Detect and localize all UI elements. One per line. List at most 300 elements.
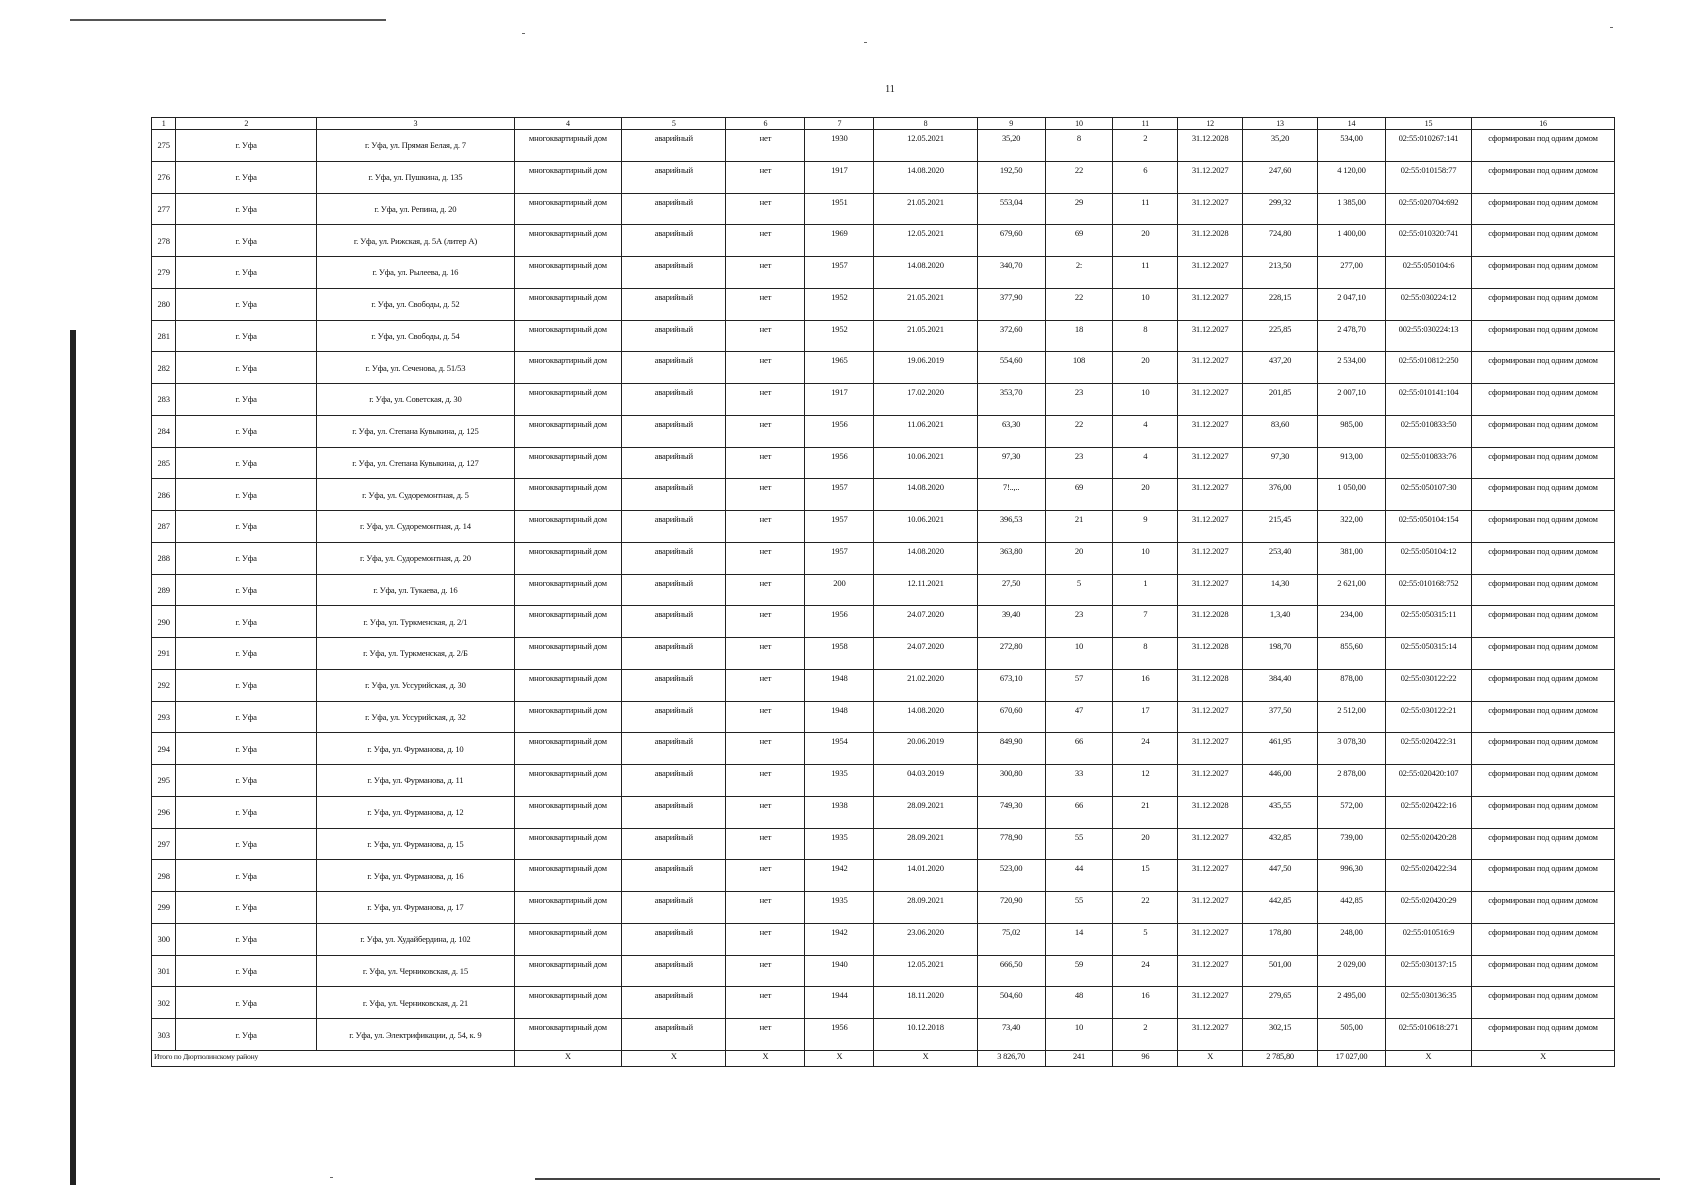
table-row bbox=[152, 860, 1615, 892]
cadastral-number-cell: 02:55:030224:12 bbox=[1385, 288, 1471, 320]
total-area: 3 826,70 bbox=[977, 1051, 1045, 1067]
flag-cell: нет bbox=[726, 987, 805, 1019]
note-cell: сформирован под одним домом bbox=[1472, 892, 1615, 924]
note-cell: сформирован под одним домом bbox=[1472, 161, 1615, 193]
table-row bbox=[152, 1019, 1615, 1051]
column-number-row bbox=[152, 118, 1615, 130]
flag-cell: нет bbox=[726, 225, 805, 257]
flag-cell: нет bbox=[726, 320, 805, 352]
flag-cell: нет bbox=[726, 352, 805, 384]
cost-cell: 248,00 bbox=[1318, 923, 1386, 955]
table-row bbox=[152, 987, 1615, 1019]
premises-cell: 10 bbox=[1113, 542, 1178, 574]
premises-cell: 22 bbox=[1113, 892, 1178, 924]
cadastral-number-cell: 02:55:010833:76 bbox=[1385, 447, 1471, 479]
table-row bbox=[152, 447, 1615, 479]
table-row bbox=[152, 892, 1615, 924]
area2-cell: 247,60 bbox=[1243, 161, 1318, 193]
table-row bbox=[152, 796, 1615, 828]
area2-cell: 198,70 bbox=[1243, 638, 1318, 670]
premises-cell: 15 bbox=[1113, 860, 1178, 892]
cost-cell: 2 495,00 bbox=[1318, 987, 1386, 1019]
cost-cell: 2 029,00 bbox=[1318, 955, 1386, 987]
premises-cell: 11 bbox=[1113, 257, 1178, 289]
deadline-cell: 31.12.2027 bbox=[1178, 765, 1243, 797]
residents-cell: 23 bbox=[1045, 447, 1113, 479]
status-cell: аварийный bbox=[622, 796, 726, 828]
residents-cell: 59 bbox=[1045, 955, 1113, 987]
deadline-cell: 31.12.2027 bbox=[1178, 828, 1243, 860]
column-header: 13 bbox=[1243, 118, 1318, 130]
house-type-cell: многоквартирный дом bbox=[514, 320, 621, 352]
cost-cell: 739,00 bbox=[1318, 828, 1386, 860]
address-cell: г. Уфа, ул. Свободы, д. 52 bbox=[317, 288, 515, 320]
column-header: 5 bbox=[622, 118, 726, 130]
city-cell: г. Уфа bbox=[176, 987, 317, 1019]
house-type-cell: многоквартирный дом bbox=[514, 606, 621, 638]
note-cell: сформирован под одним домом bbox=[1472, 542, 1615, 574]
date-cell: 12.05.2021 bbox=[874, 955, 977, 987]
note-cell: сформирован под одним домом bbox=[1472, 130, 1615, 162]
residents-cell: 23 bbox=[1045, 606, 1113, 638]
date-cell: 10.06.2021 bbox=[874, 511, 977, 543]
year-cell: 1935 bbox=[805, 828, 874, 860]
note-cell: сформирован под одним домом bbox=[1472, 765, 1615, 797]
deadline-cell: 31.12.2027 bbox=[1178, 542, 1243, 574]
residents-cell: 108 bbox=[1045, 352, 1113, 384]
table-row bbox=[152, 320, 1615, 352]
residents-cell: 44 bbox=[1045, 860, 1113, 892]
status-cell: аварийный bbox=[622, 130, 726, 162]
year-cell: 1958 bbox=[805, 638, 874, 670]
cost-cell: 3 078,30 bbox=[1318, 733, 1386, 765]
date-cell: 11.06.2021 bbox=[874, 415, 977, 447]
note-cell: сформирован под одним домом bbox=[1472, 701, 1615, 733]
area2-cell: 279,65 bbox=[1243, 987, 1318, 1019]
date-cell: 14.08.2020 bbox=[874, 257, 977, 289]
table-row bbox=[152, 638, 1615, 670]
column-header: 10 bbox=[1045, 118, 1113, 130]
year-cell: 1942 bbox=[805, 923, 874, 955]
area2-cell: 178,80 bbox=[1243, 923, 1318, 955]
cadastral-number-cell: 02:55:020420:29 bbox=[1385, 892, 1471, 924]
row-number: 292 bbox=[152, 669, 176, 701]
area2-cell: 228,15 bbox=[1243, 288, 1318, 320]
row-number: 302 bbox=[152, 987, 176, 1019]
cost-cell: 2 621,00 bbox=[1318, 574, 1386, 606]
premises-cell: 16 bbox=[1113, 669, 1178, 701]
note-cell: сформирован под одним домом bbox=[1472, 447, 1615, 479]
house-type-cell: многоквартирный дом bbox=[514, 892, 621, 924]
residents-cell: 10 bbox=[1045, 1019, 1113, 1051]
area2-cell: 376,00 bbox=[1243, 479, 1318, 511]
area2-cell: 201,85 bbox=[1243, 384, 1318, 416]
cost-cell: 1 385,00 bbox=[1318, 193, 1386, 225]
cadastral-number-cell: 02:55:010141:104 bbox=[1385, 384, 1471, 416]
note-cell: сформирован под одним домом bbox=[1472, 288, 1615, 320]
residents-cell: 23 bbox=[1045, 384, 1113, 416]
status-cell: аварийный bbox=[622, 447, 726, 479]
cadastral-number-cell: 02:55:050315:11 bbox=[1385, 606, 1471, 638]
area-cell: 553,04 bbox=[977, 193, 1045, 225]
date-cell: 24.07.2020 bbox=[874, 638, 977, 670]
total-residents: 241 bbox=[1045, 1051, 1113, 1067]
note-cell: сформирован под одним домом bbox=[1472, 415, 1615, 447]
cadastral-number-cell: 02:55:010833:50 bbox=[1385, 415, 1471, 447]
cadastral-number-cell: 02:55:010267:141 bbox=[1385, 130, 1471, 162]
house-type-cell: многоквартирный дом bbox=[514, 860, 621, 892]
area-cell: 63,30 bbox=[977, 415, 1045, 447]
register-body bbox=[152, 130, 1615, 1051]
cost-cell: 2 478,70 bbox=[1318, 320, 1386, 352]
cost-cell: 1 050,00 bbox=[1318, 479, 1386, 511]
cost-cell: 996,30 bbox=[1318, 860, 1386, 892]
residents-cell: 57 bbox=[1045, 669, 1113, 701]
house-type-cell: многоквартирный дом bbox=[514, 511, 621, 543]
cadastral-number-cell: 02:55:050104:12 bbox=[1385, 542, 1471, 574]
area2-cell: 213,50 bbox=[1243, 257, 1318, 289]
date-cell: 12.05.2021 bbox=[874, 130, 977, 162]
residents-cell: 22 bbox=[1045, 288, 1113, 320]
cadastral-number-cell: 02:55:020422:16 bbox=[1385, 796, 1471, 828]
flag-cell: нет bbox=[726, 542, 805, 574]
premises-cell: 4 bbox=[1113, 447, 1178, 479]
cadastral-number-cell: 02:55:010812:250 bbox=[1385, 352, 1471, 384]
house-type-cell: многоквартирный дом bbox=[514, 574, 621, 606]
house-type-cell: многоквартирный дом bbox=[514, 225, 621, 257]
area-cell: 7!..,.. bbox=[977, 479, 1045, 511]
cadastral-number-cell: 02:55:010618:271 bbox=[1385, 1019, 1471, 1051]
premises-cell: 20 bbox=[1113, 352, 1178, 384]
address-cell: г. Уфа, ул. Сеченова, д. 51/53 bbox=[317, 352, 515, 384]
address-cell: г. Уфа, ул. Черниковская, д. 15 bbox=[317, 955, 515, 987]
scan-speck bbox=[864, 42, 867, 43]
row-number: 301 bbox=[152, 955, 176, 987]
table-row bbox=[152, 288, 1615, 320]
house-type-cell: многоквартирный дом bbox=[514, 479, 621, 511]
cadastral-number-cell: 02:55:030122:21 bbox=[1385, 701, 1471, 733]
total-cell: X bbox=[1385, 1051, 1471, 1067]
area2-cell: 384,40 bbox=[1243, 669, 1318, 701]
status-cell: аварийный bbox=[622, 606, 726, 638]
flag-cell: нет bbox=[726, 733, 805, 765]
deadline-cell: 31.12.2027 bbox=[1178, 923, 1243, 955]
year-cell: 1954 bbox=[805, 733, 874, 765]
house-type-cell: многоквартирный дом bbox=[514, 669, 621, 701]
deadline-cell: 31.12.2027 bbox=[1178, 1019, 1243, 1051]
deadline-cell: 31.12.2027 bbox=[1178, 288, 1243, 320]
row-number: 275 bbox=[152, 130, 176, 162]
area2-cell: 501,00 bbox=[1243, 955, 1318, 987]
status-cell: аварийный bbox=[622, 1019, 726, 1051]
year-cell: 1957 bbox=[805, 257, 874, 289]
cadastral-number-cell: 02:55:020422:31 bbox=[1385, 733, 1471, 765]
premises-cell: 2 bbox=[1113, 1019, 1178, 1051]
date-cell: 21.05.2021 bbox=[874, 193, 977, 225]
deadline-cell: 31.12.2027 bbox=[1178, 479, 1243, 511]
year-cell: 1957 bbox=[805, 479, 874, 511]
residents-cell: 47 bbox=[1045, 701, 1113, 733]
row-number: 298 bbox=[152, 860, 176, 892]
date-cell: 19.06.2019 bbox=[874, 352, 977, 384]
area-cell: 340,70 bbox=[977, 257, 1045, 289]
premises-cell: 11 bbox=[1113, 193, 1178, 225]
city-cell: г. Уфа bbox=[176, 574, 317, 606]
house-type-cell: многоквартирный дом bbox=[514, 1019, 621, 1051]
scan-artifact-top-line bbox=[70, 19, 386, 21]
year-cell: 1969 bbox=[805, 225, 874, 257]
status-cell: аварийный bbox=[622, 574, 726, 606]
house-type-cell: многоквартирный дом bbox=[514, 701, 621, 733]
premises-cell: 20 bbox=[1113, 479, 1178, 511]
cost-cell: 381,00 bbox=[1318, 542, 1386, 574]
area-cell: 720,90 bbox=[977, 892, 1045, 924]
note-cell: сформирован под одним домом bbox=[1472, 796, 1615, 828]
premises-cell: 16 bbox=[1113, 987, 1178, 1019]
cadastral-number-cell: 02:55:020704:692 bbox=[1385, 193, 1471, 225]
house-type-cell: многоквартирный дом bbox=[514, 733, 621, 765]
deadline-cell: 31.12.2027 bbox=[1178, 511, 1243, 543]
column-header: 2 bbox=[176, 118, 317, 130]
address-cell: г. Уфа, ул. Туркменская, д. 2/1 bbox=[317, 606, 515, 638]
column-header: 12 bbox=[1178, 118, 1243, 130]
city-cell: г. Уфа bbox=[176, 860, 317, 892]
city-cell: г. Уфа bbox=[176, 1019, 317, 1051]
cost-cell: 2 047,10 bbox=[1318, 288, 1386, 320]
cost-cell: 2 878,00 bbox=[1318, 765, 1386, 797]
area2-cell: 97,30 bbox=[1243, 447, 1318, 479]
status-cell: аварийный bbox=[622, 733, 726, 765]
address-cell: г. Уфа, ул. Пушкина, д. 135 bbox=[317, 161, 515, 193]
area-cell: 372,60 bbox=[977, 320, 1045, 352]
house-type-cell: многоквартирный дом bbox=[514, 352, 621, 384]
premises-cell: 5 bbox=[1113, 923, 1178, 955]
area-cell: 272,80 bbox=[977, 638, 1045, 670]
area-cell: 73,40 bbox=[977, 1019, 1045, 1051]
note-cell: сформирован под одним домом bbox=[1472, 257, 1615, 289]
premises-cell: 2 bbox=[1113, 130, 1178, 162]
scan-speck bbox=[1610, 27, 1613, 28]
area-cell: 27,50 bbox=[977, 574, 1045, 606]
address-cell: г. Уфа, ул. Тукаева, д. 16 bbox=[317, 574, 515, 606]
premises-cell: 24 bbox=[1113, 733, 1178, 765]
residents-cell: 14 bbox=[1045, 923, 1113, 955]
deadline-cell: 31.12.2027 bbox=[1178, 733, 1243, 765]
cost-cell: 1 400,00 bbox=[1318, 225, 1386, 257]
cadastral-number-cell: 02:55:020420:28 bbox=[1385, 828, 1471, 860]
city-cell: г. Уфа bbox=[176, 542, 317, 574]
city-cell: г. Уфа bbox=[176, 955, 317, 987]
year-cell: 1952 bbox=[805, 288, 874, 320]
area-cell: 377,90 bbox=[977, 288, 1045, 320]
table-row bbox=[152, 479, 1615, 511]
status-cell: аварийный bbox=[622, 638, 726, 670]
total-cell: X bbox=[726, 1051, 805, 1067]
premises-cell: 8 bbox=[1113, 638, 1178, 670]
flag-cell: нет bbox=[726, 161, 805, 193]
house-type-cell: многоквартирный дом bbox=[514, 415, 621, 447]
address-cell: г. Уфа, ул. Рылеева, д. 16 bbox=[317, 257, 515, 289]
city-cell: г. Уфа bbox=[176, 447, 317, 479]
house-type-cell: многоквартирный дом bbox=[514, 955, 621, 987]
premises-cell: 10 bbox=[1113, 288, 1178, 320]
column-header: 16 bbox=[1472, 118, 1615, 130]
page-number: 11 bbox=[885, 84, 895, 95]
total-cell: X bbox=[1178, 1051, 1243, 1067]
area2-cell: 302,15 bbox=[1243, 1019, 1318, 1051]
address-cell: г. Уфа, ул. Фурманова, д. 15 bbox=[317, 828, 515, 860]
total-premises: 96 bbox=[1113, 1051, 1178, 1067]
deadline-cell: 31.12.2027 bbox=[1178, 320, 1243, 352]
year-cell: 1957 bbox=[805, 542, 874, 574]
flag-cell: нет bbox=[726, 288, 805, 320]
scan-speck bbox=[330, 1177, 333, 1178]
date-cell: 14.01.2020 bbox=[874, 860, 977, 892]
city-cell: г. Уфа bbox=[176, 669, 317, 701]
date-cell: 14.08.2020 bbox=[874, 479, 977, 511]
scan-artifact-bottom-line bbox=[535, 1178, 1660, 1180]
area-cell: 749,30 bbox=[977, 796, 1045, 828]
residents-cell: 29 bbox=[1045, 193, 1113, 225]
deadline-cell: 31.12.2027 bbox=[1178, 447, 1243, 479]
column-header: 6 bbox=[726, 118, 805, 130]
flag-cell: нет bbox=[726, 415, 805, 447]
deadline-cell: 31.12.2027 bbox=[1178, 161, 1243, 193]
area-cell: 363,80 bbox=[977, 542, 1045, 574]
cost-cell: 913,00 bbox=[1318, 447, 1386, 479]
city-cell: г. Уфа bbox=[176, 161, 317, 193]
premises-cell: 4 bbox=[1113, 415, 1178, 447]
note-cell: сформирован под одним домом bbox=[1472, 511, 1615, 543]
residents-cell: 55 bbox=[1045, 828, 1113, 860]
area-cell: 75,02 bbox=[977, 923, 1045, 955]
address-cell: г. Уфа, ул. Репина, д. 20 bbox=[317, 193, 515, 225]
row-number: 287 bbox=[152, 511, 176, 543]
deadline-cell: 31.12.2027 bbox=[1178, 987, 1243, 1019]
area-cell: 554,60 bbox=[977, 352, 1045, 384]
note-cell: сформирован под одним домом bbox=[1472, 860, 1615, 892]
year-cell: 1940 bbox=[805, 955, 874, 987]
address-cell: г. Уфа, ул. Прямая Белая, д. 7 bbox=[317, 130, 515, 162]
address-cell: г. Уфа, ул. Электрификации, д. 54, к. 9 bbox=[317, 1019, 515, 1051]
row-number: 277 bbox=[152, 193, 176, 225]
year-cell: 1956 bbox=[805, 1019, 874, 1051]
cadastral-number-cell: 02:55:050315:14 bbox=[1385, 638, 1471, 670]
year-cell: 1951 bbox=[805, 193, 874, 225]
address-cell: г. Уфа, ул. Черниковская, д. 21 bbox=[317, 987, 515, 1019]
city-cell: г. Уфа bbox=[176, 701, 317, 733]
premises-cell: 12 bbox=[1113, 765, 1178, 797]
row-number: 291 bbox=[152, 638, 176, 670]
date-cell: 21.02.2020 bbox=[874, 669, 977, 701]
row-number: 285 bbox=[152, 447, 176, 479]
residents-cell: 18 bbox=[1045, 320, 1113, 352]
table-row bbox=[152, 225, 1615, 257]
date-cell: 12.05.2021 bbox=[874, 225, 977, 257]
area2-cell: 461,95 bbox=[1243, 733, 1318, 765]
address-cell: г. Уфа, ул. Судоремонтная, д. 5 bbox=[317, 479, 515, 511]
cadastral-number-cell: 02:55:030122:22 bbox=[1385, 669, 1471, 701]
table-row bbox=[152, 352, 1615, 384]
city-cell: г. Уфа bbox=[176, 511, 317, 543]
deadline-cell: 31.12.2027 bbox=[1178, 701, 1243, 733]
note-cell: сформирован под одним домом bbox=[1472, 828, 1615, 860]
area2-cell: 253,40 bbox=[1243, 542, 1318, 574]
residents-cell: 8 bbox=[1045, 130, 1113, 162]
note-cell: сформирован под одним домом bbox=[1472, 733, 1615, 765]
cost-cell: 985,00 bbox=[1318, 415, 1386, 447]
cadastral-number-cell: 02:55:020420:107 bbox=[1385, 765, 1471, 797]
column-header: 9 bbox=[977, 118, 1045, 130]
area-cell: 679,60 bbox=[977, 225, 1045, 257]
note-cell: сформирован под одним домом bbox=[1472, 923, 1615, 955]
note-cell: сформирован под одним домом bbox=[1472, 955, 1615, 987]
year-cell: 1948 bbox=[805, 669, 874, 701]
column-header: 4 bbox=[514, 118, 621, 130]
city-cell: г. Уфа bbox=[176, 225, 317, 257]
house-type-cell: многоквартирный дом bbox=[514, 638, 621, 670]
table-row bbox=[152, 511, 1615, 543]
residents-cell: 2: bbox=[1045, 257, 1113, 289]
year-cell: 200 bbox=[805, 574, 874, 606]
row-number: 297 bbox=[152, 828, 176, 860]
cadastral-number-cell: 02:55:010516:9 bbox=[1385, 923, 1471, 955]
address-cell: г. Уфа, ул. Худайбердина, д. 102 bbox=[317, 923, 515, 955]
address-cell: г. Уфа, ул. Судоремонтная, д. 20 bbox=[317, 542, 515, 574]
residents-cell: 69 bbox=[1045, 479, 1113, 511]
table-row bbox=[152, 384, 1615, 416]
row-number: 278 bbox=[152, 225, 176, 257]
area2-cell: 299,32 bbox=[1243, 193, 1318, 225]
premises-cell: 21 bbox=[1113, 796, 1178, 828]
house-type-cell: многоквартирный дом bbox=[514, 288, 621, 320]
year-cell: 1917 bbox=[805, 161, 874, 193]
area-cell: 666,50 bbox=[977, 955, 1045, 987]
deadline-cell: 31.12.2028 bbox=[1178, 669, 1243, 701]
row-number: 299 bbox=[152, 892, 176, 924]
table-row bbox=[152, 193, 1615, 225]
row-number: 289 bbox=[152, 574, 176, 606]
deadline-cell: 31.12.2027 bbox=[1178, 193, 1243, 225]
area-cell: 673,10 bbox=[977, 669, 1045, 701]
year-cell: 1965 bbox=[805, 352, 874, 384]
cost-cell: 2 007,10 bbox=[1318, 384, 1386, 416]
address-cell: г. Уфа, ул. Степана Кувыкина, д. 127 bbox=[317, 447, 515, 479]
house-type-cell: многоквартирный дом bbox=[514, 828, 621, 860]
flag-cell: нет bbox=[726, 860, 805, 892]
date-cell: 18.11.2020 bbox=[874, 987, 977, 1019]
deadline-cell: 31.12.2028 bbox=[1178, 606, 1243, 638]
cadastral-number-cell: 02:55:050104:6 bbox=[1385, 257, 1471, 289]
house-type-cell: многоквартирный дом bbox=[514, 257, 621, 289]
address-cell: г. Уфа, ул. Рижская, д. 5А (литер А) bbox=[317, 225, 515, 257]
date-cell: 14.08.2020 bbox=[874, 701, 977, 733]
flag-cell: нет bbox=[726, 511, 805, 543]
status-cell: аварийный bbox=[622, 352, 726, 384]
status-cell: аварийный bbox=[622, 923, 726, 955]
row-number: 300 bbox=[152, 923, 176, 955]
flag-cell: нет bbox=[726, 1019, 805, 1051]
note-cell: сформирован под одним домом bbox=[1472, 987, 1615, 1019]
table-row bbox=[152, 765, 1615, 797]
column-header: 3 bbox=[317, 118, 515, 130]
deadline-cell: 31.12.2027 bbox=[1178, 892, 1243, 924]
flag-cell: нет bbox=[726, 257, 805, 289]
row-number: 286 bbox=[152, 479, 176, 511]
date-cell: 28.09.2021 bbox=[874, 796, 977, 828]
note-cell: сформирован под одним домом bbox=[1472, 479, 1615, 511]
cost-cell: 534,00 bbox=[1318, 130, 1386, 162]
